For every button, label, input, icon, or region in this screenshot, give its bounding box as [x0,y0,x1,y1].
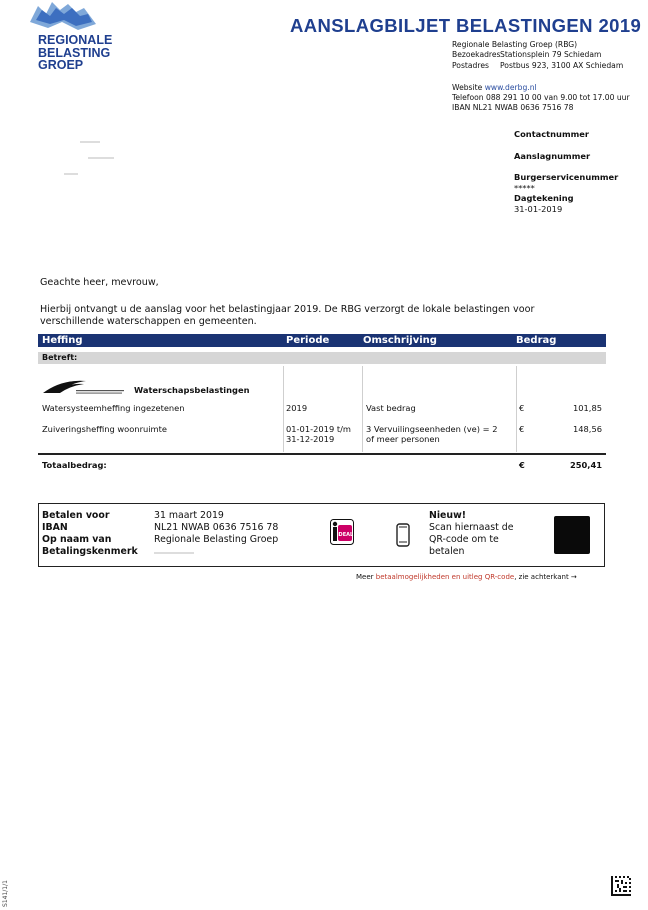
row1-bedrag: 101,85 [572,403,602,413]
row2-heffing: Zuiveringsheffing woonruimte [42,424,167,434]
logo-line-3: GROEP [38,58,84,72]
sender-website [452,83,630,93]
side-code: S141/1/1 [1,880,9,907]
phone-icon [396,523,410,551]
document-title: AANSLAGBILJET BELASTINGEN 2019 [290,15,642,36]
betalen-voor-value: 31 maart 2019 [154,510,224,521]
logo-text [38,34,112,72]
nieuw-label: Nieuw! [429,510,467,521]
row2-periode: 01-01-2019 t/m [286,424,351,434]
contactnummer-label: Contactnummer [514,129,589,139]
op-naam-value: Regionale Belasting Groep [154,534,279,545]
bsn-value: ***** [514,182,535,193]
row1-omschrijving: Vast bedrag [366,403,416,413]
table-header [38,334,606,347]
postadres-value: Postbus 923, 3100 AX Schiedam [500,60,624,70]
ideal-text: iDEAL [336,532,354,538]
row2-omschrijving-cont: of meer personen [366,434,440,444]
bezoekadres-value: Stationsplein 79 Schiedam [500,50,602,60]
row2-currency: € [519,424,525,434]
column-divider [362,366,363,452]
waterschap-logo-icon [42,377,126,395]
footer-note [356,573,577,581]
scan-line-2: QR-code om te [429,534,499,545]
reference-block [514,129,618,214]
header-bedrag: Bedrag [516,335,557,346]
row2-omschrijving: 3 Vervuilingseenheden (ve) = 2 [366,424,498,434]
salutation: Geachte heer, mevrouw, [40,277,159,288]
scan-line-1: Scan hiernaast de [429,522,514,533]
sender-iban: IBAN NL21 NWAB 0636 7516 78 [452,103,574,113]
betalen-voor-label: Betalen voor [42,510,110,521]
website-label: Website [452,82,483,92]
sender-info [452,40,630,114]
logo-line-1: REGIONALE [38,33,113,47]
letter-line-1: Hierbij ontvangt u de aanslag voor het belastingjaar 2019. De RBG verzorgt de lokale belastingen voor [40,304,535,315]
footer-suffix: , zie achterkant → [514,573,577,581]
column-divider [516,366,517,452]
datamatrix-code [611,876,631,900]
row2-periode-end: 31-12-2019 [286,434,335,444]
payment-qr-code[interactable] [554,516,590,554]
group-title: Waterschapsbelastingen [134,385,250,395]
betreft-bar [38,352,606,364]
aanslagnummer-label: Aanslagnummer [514,150,591,161]
row1-currency: € [519,403,525,413]
logo-line-2: BELASTING [38,45,111,60]
iban-value: NL21 NWAB 0636 7516 78 [154,522,279,533]
ideal-icon[interactable] [330,519,354,549]
recipient-address-redacted [64,141,114,189]
footer-link[interactable]: betaalmogelijkheden en uitleg QR-code [375,573,515,581]
row2-bedrag: 148,56 [572,424,602,434]
betreft-label: Betreft: [42,353,78,362]
total-label: Totaalbedrag: [42,460,107,470]
sender-postadres [452,61,630,71]
sender-bezoekadres [452,50,630,60]
rbg-logo [26,0,126,36]
bsn-label: Burgerservicenummer [514,172,619,182]
row1-periode: 2019 [286,403,308,413]
bezoekadres-label: Bezoekadres [452,50,501,60]
sender-telefoon: Telefoon 088 291 10 00 van 9.00 tot 17.00 uur [452,93,630,103]
column-divider [283,366,284,452]
dagtekening-value: 31-01-2019 [514,203,563,214]
logo-wave-icon [26,0,126,36]
total-value: 250,41 [569,460,602,470]
dagtekening-label: Dagtekening [514,193,574,203]
header-periode: Periode [286,335,330,346]
sender-name: Regionale Belasting Groep (RBG) [452,40,578,49]
waterschap-logo [42,377,126,399]
iban-label: IBAN [42,522,68,533]
betalingskenmerk-label: Betalingskenmerk [42,546,138,557]
header-heffing: Heffing [42,335,83,346]
footer-prefix: Meer [356,573,374,581]
kenmerk-redacted [154,552,194,554]
op-naam-label: Op naam van [42,534,112,545]
letter-line-2: verschillende waterschappen en gemeenten. [40,316,257,327]
total-currency: € [519,460,525,470]
postadres-label: Postadres [452,60,489,70]
total-divider [38,453,606,455]
website-link[interactable]: www.derbg.nl [484,82,537,92]
row1-heffing: Watersysteemheffing ingezetenen [42,403,185,413]
header-omschrijving: Omschrijving [363,335,437,346]
scan-line-3: betalen [429,546,465,557]
